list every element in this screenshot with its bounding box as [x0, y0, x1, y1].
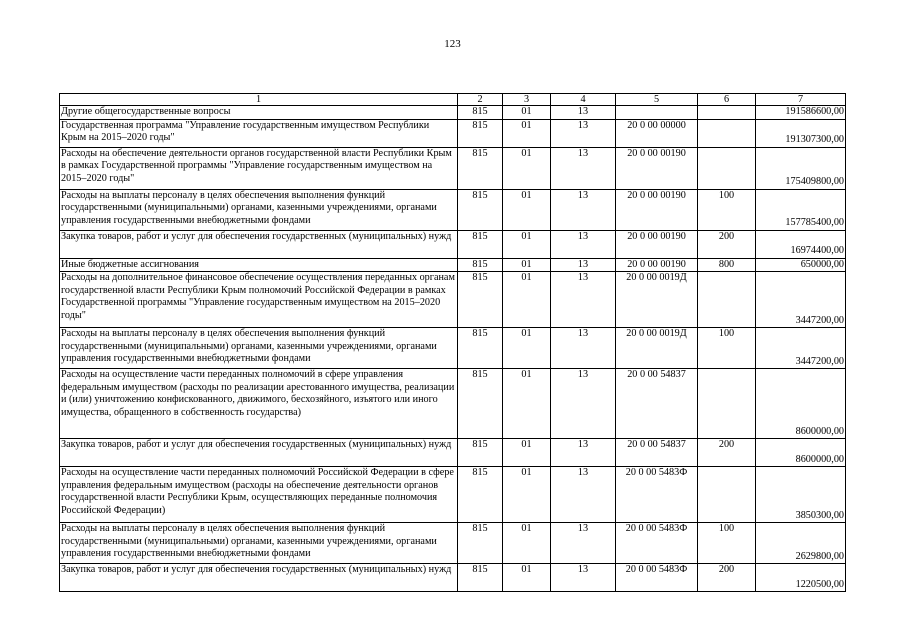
table-row [60, 328, 846, 369]
cell-section-code: 01 [503, 439, 551, 467]
column-header: 1 [60, 94, 458, 106]
cell-ministry-code: 815 [458, 369, 503, 439]
cell-ministry-code: 815 [458, 328, 503, 369]
cell-subsection-code: 13 [551, 230, 616, 258]
cell-amount: 650000,00 [756, 258, 846, 272]
row-description: Расходы на осуществление части переданных полномочий Российской Федерации в сфере управления федеральным имуществом (расходы на обеспечение деятельности органов государственной власти Республики Крым, осуществляющих переданные полномочия Российской Федерации) [60, 467, 458, 523]
cell-expense-type: 200 [698, 564, 756, 592]
cell-target-article: 20 0 00 00190 [616, 258, 698, 272]
cell-ministry-code: 815 [458, 230, 503, 258]
table-row [60, 258, 846, 272]
row-description: Расходы на обеспечение деятельности органов государственной власти Республики Крым в рамках Государственной программы "Управление государственным имуществом на 2015–2020 годы" [60, 147, 458, 189]
row-description: Расходы на осуществление части переданных полномочий в сфере управления федеральным имуществом (расходы по реализации арестованного имущества, реализации и (или) уничтожению конфискованного, движимого, бесхозяйного, изъятого или иного имущества, обращенного в собственность государства) [60, 369, 458, 439]
cell-ministry-code: 815 [458, 258, 503, 272]
cell-expense-type: 100 [698, 523, 756, 564]
cell-target-article: 20 0 00 54837 [616, 439, 698, 467]
cell-subsection-code: 13 [551, 467, 616, 523]
cell-subsection-code: 13 [551, 328, 616, 369]
row-description: Расходы на выплаты персоналу в целях обеспечения выполнения функций государственными (муниципальными) органами, казенными учреждениями, органами управления государственными внебюджетными фондами [60, 328, 458, 369]
table-row [60, 106, 846, 120]
row-description: Расходы на выплаты персоналу в целях обеспечения выполнения функций государственными (муниципальными) органами, казенными учреждениями, органами управления государственными внебюджетными фондами [60, 523, 458, 564]
cell-section-code: 01 [503, 369, 551, 439]
cell-section-code: 01 [503, 230, 551, 258]
cell-section-code: 01 [503, 328, 551, 369]
row-description: Закупка товаров, работ и услуг для обеспечения государственных (муниципальных) нужд [60, 439, 458, 467]
table-row [60, 119, 846, 147]
cell-target-article: 20 0 00 54837 [616, 369, 698, 439]
column-header: 5 [616, 94, 698, 106]
cell-subsection-code: 13 [551, 523, 616, 564]
cell-amount: 157785400,00 [756, 189, 846, 230]
row-description: Расходы на выплаты персоналу в целях обеспечения выполнения функций государственными (муниципальными) органами, казенными учреждениями, органами управления государственными внебюджетными фондами [60, 189, 458, 230]
cell-amount: 3850300,00 [756, 467, 846, 523]
cell-ministry-code: 815 [458, 272, 503, 328]
cell-ministry-code: 815 [458, 564, 503, 592]
cell-amount: 191307300,00 [756, 119, 846, 147]
cell-subsection-code: 13 [551, 147, 616, 189]
cell-expense-type [698, 467, 756, 523]
cell-section-code: 01 [503, 564, 551, 592]
table-row [60, 369, 846, 439]
cell-expense-type [698, 369, 756, 439]
page-number: 123 [444, 38, 461, 50]
column-header: 6 [698, 94, 756, 106]
cell-expense-type: 800 [698, 258, 756, 272]
table-row [60, 272, 846, 328]
cell-subsection-code: 13 [551, 564, 616, 592]
cell-subsection-code: 13 [551, 106, 616, 120]
cell-amount: 1220500,00 [756, 564, 846, 592]
cell-amount: 8600000,00 [756, 369, 846, 439]
cell-subsection-code: 13 [551, 258, 616, 272]
cell-ministry-code: 815 [458, 523, 503, 564]
cell-expense-type [698, 106, 756, 120]
cell-ministry-code: 815 [458, 106, 503, 120]
cell-expense-type: 100 [698, 189, 756, 230]
column-header: 2 [458, 94, 503, 106]
table-row [60, 467, 846, 523]
table-row [60, 523, 846, 564]
cell-subsection-code: 13 [551, 119, 616, 147]
column-header: 7 [756, 94, 846, 106]
cell-section-code: 01 [503, 272, 551, 328]
cell-expense-type: 200 [698, 439, 756, 467]
cell-section-code: 01 [503, 106, 551, 120]
cell-ministry-code: 815 [458, 439, 503, 467]
table-row [60, 439, 846, 467]
cell-target-article: 20 0 00 00190 [616, 189, 698, 230]
cell-amount: 3447200,00 [756, 272, 846, 328]
cell-amount: 3447200,00 [756, 328, 846, 369]
cell-section-code: 01 [503, 189, 551, 230]
cell-target-article: 20 0 00 00000 [616, 119, 698, 147]
cell-target-article: 20 0 00 0019Д [616, 272, 698, 328]
cell-target-article: 20 0 00 0019Д [616, 328, 698, 369]
table-row [60, 189, 846, 230]
table-row [60, 564, 846, 592]
table-row [60, 147, 846, 189]
cell-ministry-code: 815 [458, 147, 503, 189]
cell-expense-type: 100 [698, 328, 756, 369]
row-description: Закупка товаров, работ и услуг для обеспечения государственных (муниципальных) нужд [60, 230, 458, 258]
cell-section-code: 01 [503, 119, 551, 147]
cell-section-code: 01 [503, 147, 551, 189]
cell-amount: 8600000,00 [756, 439, 846, 467]
cell-ministry-code: 815 [458, 467, 503, 523]
cell-target-article [616, 106, 698, 120]
cell-target-article: 20 0 00 5483Ф [616, 467, 698, 523]
row-description: Иные бюджетные ассигнования [60, 258, 458, 272]
cell-subsection-code: 13 [551, 439, 616, 467]
cell-subsection-code: 13 [551, 272, 616, 328]
header-row [60, 94, 846, 106]
budget-table [59, 93, 846, 592]
cell-section-code: 01 [503, 523, 551, 564]
row-description: Расходы на дополнительное финансовое обеспечение осуществления переданных органам государственной власти Республики Крым полномочий Российской Федерации в рамках Государственной программы "Управление государственным имуществом на 2015–2020 годы" [60, 272, 458, 328]
row-description: Государственная программа "Управление государственным имуществом Республики Крым на 2015–2020 годы" [60, 119, 458, 147]
cell-expense-type [698, 272, 756, 328]
cell-amount: 16974400,00 [756, 230, 846, 258]
cell-target-article: 20 0 00 00190 [616, 147, 698, 189]
cell-target-article: 20 0 00 5483Ф [616, 523, 698, 564]
cell-amount: 175409800,00 [756, 147, 846, 189]
row-description: Закупка товаров, работ и услуг для обеспечения государственных (муниципальных) нужд [60, 564, 458, 592]
row-description: Другие общегосударственные вопросы [60, 106, 458, 120]
cell-section-code: 01 [503, 258, 551, 272]
table-body [60, 94, 846, 592]
cell-target-article: 20 0 00 5483Ф [616, 564, 698, 592]
cell-subsection-code: 13 [551, 189, 616, 230]
column-header: 3 [503, 94, 551, 106]
cell-ministry-code: 815 [458, 119, 503, 147]
cell-ministry-code: 815 [458, 189, 503, 230]
cell-expense-type: 200 [698, 230, 756, 258]
column-header: 4 [551, 94, 616, 106]
cell-expense-type [698, 119, 756, 147]
cell-target-article: 20 0 00 00190 [616, 230, 698, 258]
cell-subsection-code: 13 [551, 369, 616, 439]
cell-amount: 191586600,00 [756, 106, 846, 120]
table-row [60, 230, 846, 258]
cell-section-code: 01 [503, 467, 551, 523]
cell-expense-type [698, 147, 756, 189]
cell-amount: 2629800,00 [756, 523, 846, 564]
